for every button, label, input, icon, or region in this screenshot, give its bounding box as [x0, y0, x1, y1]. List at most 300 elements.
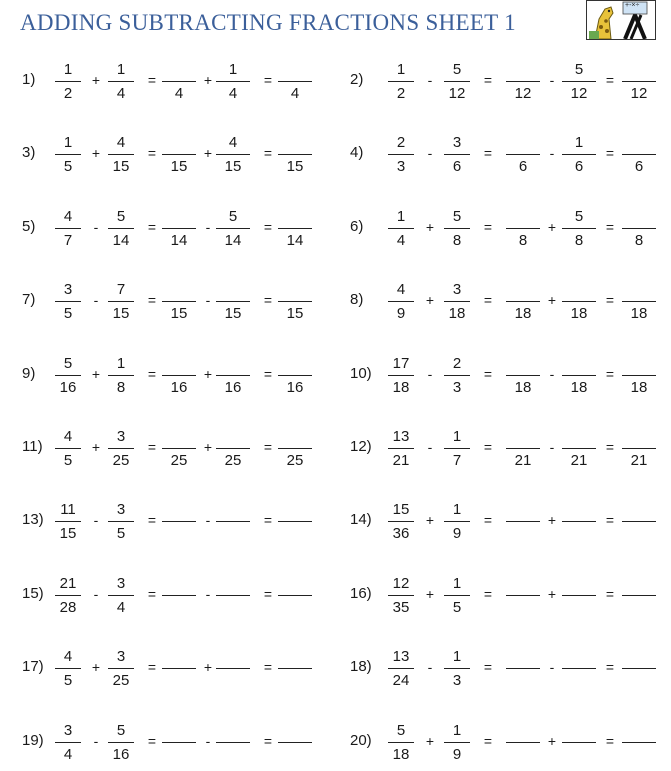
operator: + [91, 366, 101, 382]
problem-item [0, 278, 671, 328]
denominator: 4 [116, 599, 126, 616]
fraction-bar [622, 154, 656, 155]
operator: + [425, 219, 435, 235]
operator: - [205, 733, 211, 749]
result-blank[interactable] [622, 58, 656, 108]
denominator: 9 [396, 305, 406, 322]
numerator: 1 [228, 61, 238, 78]
logo-badge-text: +-×÷ [625, 2, 640, 9]
operator: - [549, 145, 555, 161]
fraction-bar [622, 81, 656, 82]
equals-sign: = [147, 659, 157, 675]
denominator: 21 [630, 452, 648, 469]
numerator: 5 [396, 722, 406, 739]
operator: - [93, 219, 99, 235]
numerator: 4 [63, 208, 73, 225]
problem-number: 5) [22, 218, 36, 235]
answer-blank-a[interactable] [506, 719, 540, 769]
fraction-bar [444, 228, 470, 229]
operator: + [547, 733, 557, 749]
equals-sign: = [483, 219, 493, 235]
fraction-b [440, 352, 474, 402]
numerator: 5 [452, 208, 462, 225]
fraction-b [440, 645, 474, 695]
answer-blank-b[interactable] [562, 572, 596, 622]
equals-sign: = [147, 292, 157, 308]
answer-blank-b[interactable] [562, 205, 596, 255]
denominator: 8 [518, 232, 528, 249]
equals-sign: = [147, 219, 157, 235]
numerator: 1 [63, 134, 73, 151]
numerator: 1 [452, 722, 462, 739]
denominator: 4 [63, 746, 73, 763]
answer-blank-a[interactable] [506, 572, 540, 622]
numerator: 5 [116, 208, 126, 225]
numerator: 1 [452, 648, 462, 665]
denominator: 18 [630, 305, 648, 322]
fraction-b [440, 498, 474, 548]
fraction-a [384, 498, 418, 548]
fraction-bar [562, 375, 596, 376]
operator: - [427, 439, 433, 455]
fraction-bar [562, 154, 596, 155]
equals-sign: = [483, 733, 493, 749]
problem-number: 16) [350, 585, 372, 602]
equals-sign: = [605, 292, 615, 308]
denominator: 14 [112, 232, 130, 249]
answer-blank-a[interactable] [506, 205, 540, 255]
problem-number: 6) [350, 218, 364, 235]
equals-sign: = [605, 145, 615, 161]
denominator: 5 [63, 305, 73, 322]
denominator: 2 [63, 85, 73, 102]
fraction-bar [562, 301, 596, 302]
equals-sign: = [263, 219, 273, 235]
numerator: 3 [116, 648, 126, 665]
fraction-a [384, 58, 418, 108]
operator: - [549, 439, 555, 455]
fraction-bar [622, 375, 656, 376]
fraction-a [384, 205, 418, 255]
operator: - [549, 659, 555, 675]
problem-item [0, 352, 671, 402]
operator: + [425, 586, 435, 602]
fraction-bar [506, 668, 540, 669]
problem-item [0, 719, 671, 769]
fraction-bar [622, 521, 656, 522]
result-blank[interactable] [622, 719, 656, 769]
denominator: 15 [286, 305, 304, 322]
denominator: 5 [63, 158, 73, 175]
problem-number: 19) [22, 732, 44, 749]
problem-number: 17) [22, 658, 44, 675]
operator: - [205, 512, 211, 528]
denominator: 7 [452, 452, 462, 469]
fraction-bar [622, 448, 656, 449]
answer-blank-b[interactable] [562, 719, 596, 769]
equals-sign: = [605, 586, 615, 602]
answer-blank-a[interactable] [506, 58, 540, 108]
denominator: 16 [286, 379, 304, 396]
fraction-bar [622, 668, 656, 669]
problem-item [0, 131, 671, 181]
denominator: 15 [224, 158, 242, 175]
fraction-b [440, 205, 474, 255]
answer-blank-a[interactable] [506, 278, 540, 328]
equals-sign: = [605, 659, 615, 675]
equals-sign: = [605, 72, 615, 88]
operator: + [547, 586, 557, 602]
denominator: 2 [396, 85, 406, 102]
denominator: 25 [112, 672, 130, 689]
denominator: 9 [452, 746, 462, 763]
fraction-bar [388, 521, 414, 522]
operator: - [205, 219, 211, 235]
denominator: 6 [518, 158, 528, 175]
answer-blank-b[interactable] [562, 278, 596, 328]
fraction-bar [444, 375, 470, 376]
fraction-bar [506, 448, 540, 449]
operator: + [203, 659, 213, 675]
equals-sign: = [605, 366, 615, 382]
numerator: 5 [228, 208, 238, 225]
denominator: 7 [63, 232, 73, 249]
numerator: 4 [63, 428, 73, 445]
fraction-bar [506, 595, 540, 596]
fraction-bar [562, 81, 596, 82]
problem-item [0, 58, 671, 108]
operator: + [425, 733, 435, 749]
denominator: 4 [290, 85, 300, 102]
equals-sign: = [605, 733, 615, 749]
equals-sign: = [483, 366, 493, 382]
equals-sign: = [483, 586, 493, 602]
fraction-bar [622, 301, 656, 302]
fraction-a [384, 131, 418, 181]
fraction-bar [388, 375, 414, 376]
numerator: 3 [116, 575, 126, 592]
operator: - [93, 512, 99, 528]
denominator: 21 [570, 452, 588, 469]
fraction-b [440, 425, 474, 475]
answer-blank-a[interactable] [506, 352, 540, 402]
answer-blank-a[interactable] [506, 645, 540, 695]
numerator: 5 [452, 61, 462, 78]
denominator: 18 [514, 379, 532, 396]
denominator: 18 [392, 379, 410, 396]
fraction-b [440, 58, 474, 108]
denominator: 8 [634, 232, 644, 249]
fraction-bar [622, 595, 656, 596]
fraction-bar [562, 521, 596, 522]
fraction-b [440, 131, 474, 181]
numerator: 3 [63, 722, 73, 739]
problem-number: 3) [22, 144, 36, 161]
denominator: 8 [452, 232, 462, 249]
fraction-bar [388, 448, 414, 449]
fraction-bar [388, 595, 414, 596]
problem-item [0, 572, 671, 622]
equals-sign: = [605, 439, 615, 455]
fraction-bar [562, 742, 596, 743]
denominator: 4 [228, 85, 238, 102]
numerator: 5 [116, 722, 126, 739]
equals-sign: = [147, 72, 157, 88]
answer-blank-b[interactable] [562, 645, 596, 695]
result-blank[interactable] [622, 645, 656, 695]
fraction-bar [562, 228, 596, 229]
fraction-bar [444, 742, 470, 743]
denominator: 21 [392, 452, 410, 469]
fraction-bar [444, 595, 470, 596]
denominator: 18 [630, 379, 648, 396]
result-blank[interactable] [622, 572, 656, 622]
result-blank[interactable] [622, 205, 656, 255]
operator: - [549, 72, 555, 88]
operator: + [203, 72, 213, 88]
denominator: 24 [392, 672, 410, 689]
denominator: 18 [570, 305, 588, 322]
fraction-bar [506, 154, 540, 155]
denominator: 5 [116, 525, 126, 542]
fraction-bar [388, 301, 414, 302]
denominator: 6 [452, 158, 462, 175]
equals-sign: = [263, 366, 273, 382]
numerator: 1 [452, 501, 462, 518]
operator: + [547, 219, 557, 235]
operator: + [203, 439, 213, 455]
answer-blank-a[interactable] [506, 425, 540, 475]
operator: - [205, 586, 211, 602]
problem-item [0, 498, 671, 548]
fraction-bar [388, 228, 414, 229]
denominator: 4 [396, 232, 406, 249]
fraction-bar [388, 742, 414, 743]
denominator: 12 [570, 85, 588, 102]
problem-item [0, 645, 671, 695]
equals-sign: = [263, 292, 273, 308]
denominator: 12 [514, 85, 532, 102]
denominator: 5 [63, 672, 73, 689]
equals-sign: = [263, 733, 273, 749]
denominator: 25 [286, 452, 304, 469]
answer-blank-b[interactable] [562, 498, 596, 548]
equals-sign: = [147, 586, 157, 602]
numerator: 12 [392, 575, 410, 592]
numerator: 1 [396, 208, 406, 225]
operator: - [427, 659, 433, 675]
fraction-bar [444, 81, 470, 82]
operator: - [427, 72, 433, 88]
numerator: 5 [574, 208, 584, 225]
equals-sign: = [483, 439, 493, 455]
fraction-bar [388, 154, 414, 155]
fraction-b [440, 719, 474, 769]
denominator: 18 [514, 305, 532, 322]
operator: - [93, 292, 99, 308]
numerator: 5 [574, 61, 584, 78]
equals-sign: = [147, 145, 157, 161]
equals-sign: = [263, 659, 273, 675]
fraction-b [440, 572, 474, 622]
answer-blank-a[interactable] [506, 498, 540, 548]
numerator: 17 [392, 355, 410, 372]
fraction-bar [444, 668, 470, 669]
answer-blank-b[interactable] [562, 352, 596, 402]
problem-number: 8) [350, 291, 364, 308]
fraction-a [384, 278, 418, 328]
result-blank[interactable] [622, 352, 656, 402]
denominator: 35 [392, 599, 410, 616]
operator: + [203, 366, 213, 382]
numerator: 7 [116, 281, 126, 298]
equals-sign: = [147, 366, 157, 382]
numerator: 4 [63, 648, 73, 665]
denominator: 8 [574, 232, 584, 249]
denominator: 15 [224, 305, 242, 322]
operator: + [547, 512, 557, 528]
denominator: 15 [112, 305, 130, 322]
denominator: 14 [286, 232, 304, 249]
fraction-bar [506, 742, 540, 743]
denominator: 16 [224, 379, 242, 396]
problem-number: 12) [350, 438, 372, 455]
equals-sign: = [147, 733, 157, 749]
numerator: 2 [396, 134, 406, 151]
problem-number: 1) [22, 71, 36, 88]
equals-sign: = [483, 72, 493, 88]
answer-blank-b[interactable] [562, 58, 596, 108]
operator: + [425, 512, 435, 528]
result-blank[interactable] [622, 131, 656, 181]
problem-number: 13) [22, 511, 44, 528]
denominator: 36 [392, 525, 410, 542]
denominator: 12 [630, 85, 648, 102]
denominator: 21 [514, 452, 532, 469]
numerator: 13 [392, 428, 410, 445]
fraction-a [384, 425, 418, 475]
denominator: 25 [112, 452, 130, 469]
operator: + [91, 145, 101, 161]
denominator: 3 [452, 672, 462, 689]
result-blank[interactable] [622, 498, 656, 548]
operator: + [91, 439, 101, 455]
equals-sign: = [263, 439, 273, 455]
fraction-a [384, 572, 418, 622]
denominator: 4 [116, 85, 126, 102]
numerator: 13 [392, 648, 410, 665]
denominator: 16 [112, 746, 130, 763]
denominator: 25 [170, 452, 188, 469]
answer-blank-b[interactable] [562, 131, 596, 181]
equals-sign: = [263, 512, 273, 528]
fraction-bar [444, 154, 470, 155]
result-blank[interactable] [622, 278, 656, 328]
numerator: 1 [63, 61, 73, 78]
numerator: 2 [452, 355, 462, 372]
operator: + [425, 292, 435, 308]
numerator: 3 [63, 281, 73, 298]
numerator: 4 [228, 134, 238, 151]
denominator: 15 [170, 158, 188, 175]
denominator: 14 [224, 232, 242, 249]
equals-sign: = [483, 145, 493, 161]
equals-sign: = [483, 659, 493, 675]
fraction-b [440, 278, 474, 328]
numerator: 3 [116, 428, 126, 445]
problem-number: 18) [350, 658, 372, 675]
problem-number: 2) [350, 71, 364, 88]
operator: + [203, 145, 213, 161]
operator: - [549, 366, 555, 382]
denominator: 6 [574, 158, 584, 175]
denominator: 16 [59, 379, 77, 396]
operator: - [93, 733, 99, 749]
fraction-bar [444, 521, 470, 522]
result-blank[interactable] [622, 425, 656, 475]
worksheet-title: ADDING SUBTRACTING FRACTIONS SHEET 1 [20, 10, 516, 35]
fraction-bar [562, 595, 596, 596]
numerator: 15 [392, 501, 410, 518]
denominator: 9 [452, 525, 462, 542]
numerator: 3 [452, 134, 462, 151]
numerator: 11 [60, 501, 76, 518]
answer-blank-b[interactable] [562, 425, 596, 475]
fraction-bar [444, 448, 470, 449]
problem-item [0, 425, 671, 475]
operator: - [427, 145, 433, 161]
problem-number: 15) [22, 585, 44, 602]
fraction-bar [388, 81, 414, 82]
problem-number: 7) [22, 291, 36, 308]
numerator: 1 [452, 428, 462, 445]
numerator: 21 [59, 575, 77, 592]
denominator: 4 [174, 85, 184, 102]
denominator: 5 [452, 599, 462, 616]
fraction-bar [506, 301, 540, 302]
denominator: 18 [448, 305, 466, 322]
denominator: 12 [448, 85, 466, 102]
problem-number: 14) [350, 511, 372, 528]
numerator: 4 [396, 281, 406, 298]
problem-number: 10) [350, 365, 372, 382]
equals-sign: = [483, 292, 493, 308]
equals-sign: = [263, 586, 273, 602]
fraction-bar [444, 301, 470, 302]
fraction-bar [506, 228, 540, 229]
denominator: 15 [112, 158, 130, 175]
problem-number: 11) [22, 438, 43, 455]
denominator: 15 [59, 525, 77, 542]
denominator: 6 [634, 158, 644, 175]
operator: - [205, 292, 211, 308]
equals-sign: = [263, 72, 273, 88]
numerator: 4 [116, 134, 126, 151]
fraction-a [384, 645, 418, 695]
denominator: 18 [392, 746, 410, 763]
operator: - [427, 366, 433, 382]
fraction-bar [622, 228, 656, 229]
answer-blank-a[interactable] [506, 131, 540, 181]
fraction-a [384, 719, 418, 769]
problem-item [0, 205, 671, 255]
numerator: 3 [116, 501, 126, 518]
fraction-bar [506, 375, 540, 376]
denominator: 15 [286, 158, 304, 175]
operator: + [91, 72, 101, 88]
equals-sign: = [263, 145, 273, 161]
operator: + [91, 659, 101, 675]
